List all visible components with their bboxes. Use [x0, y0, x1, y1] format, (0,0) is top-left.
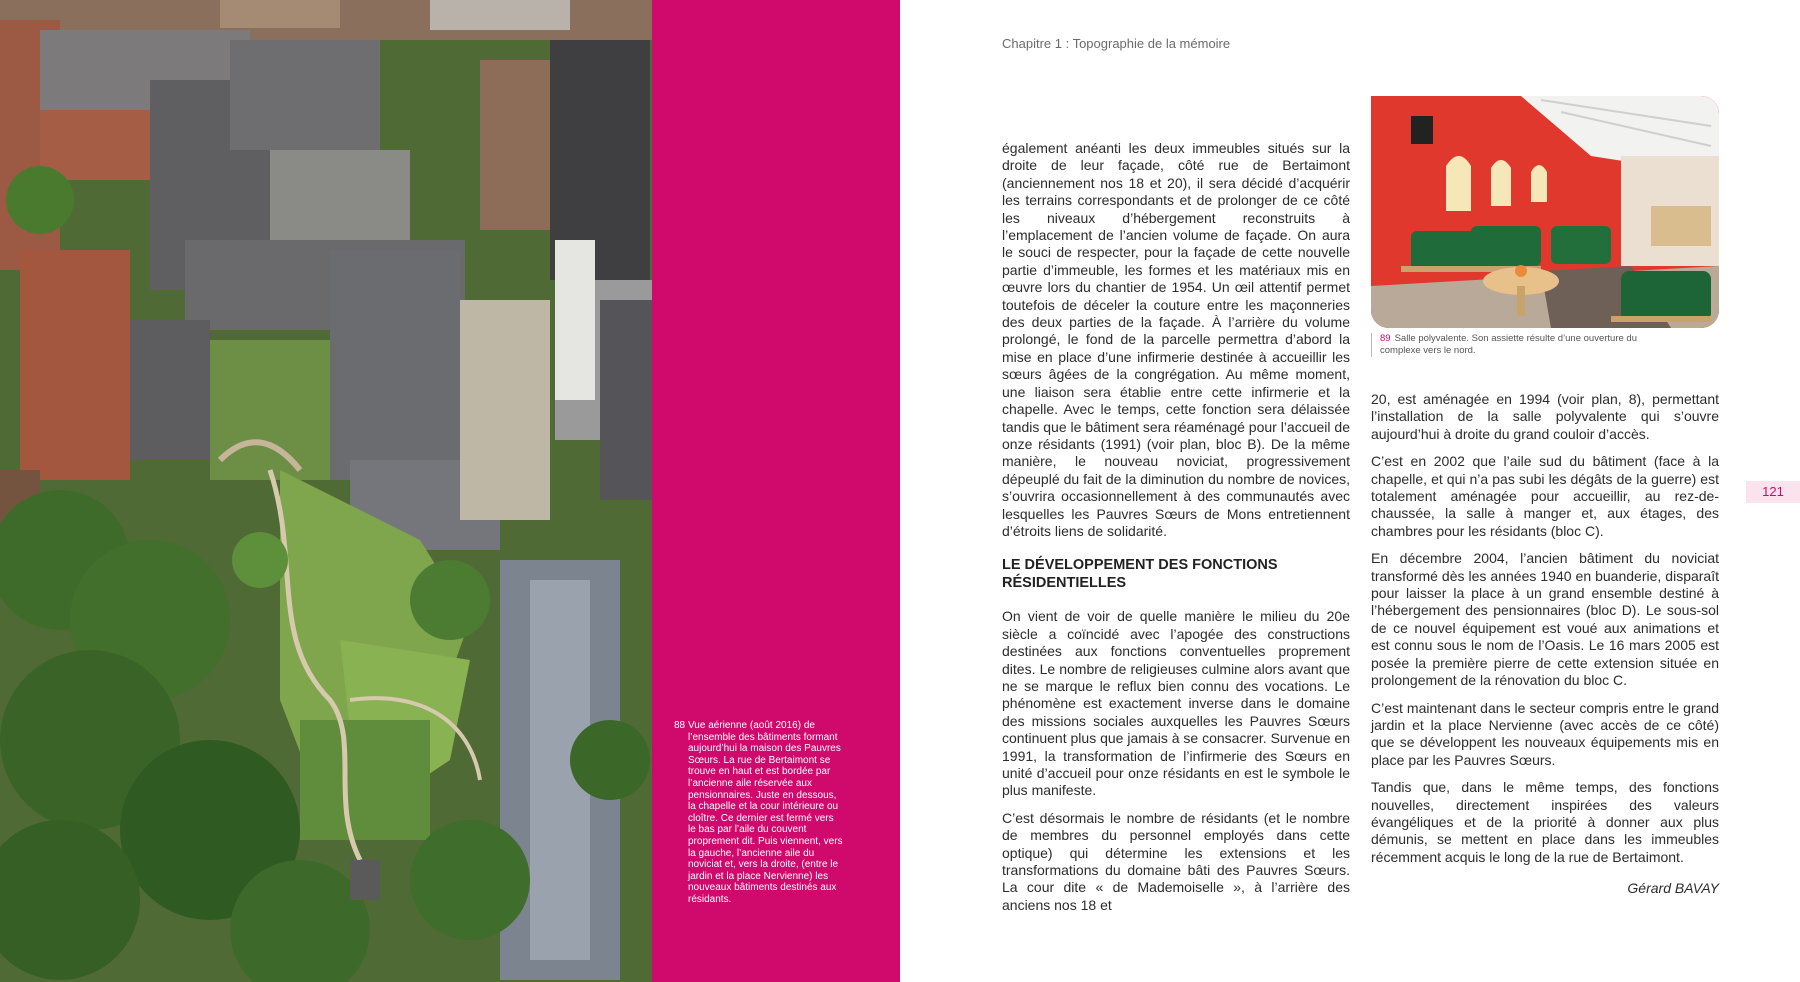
text-column-1 — [1002, 140, 1350, 924]
figure-89-caption — [1371, 333, 1680, 357]
page-number: 121 — [1746, 481, 1800, 503]
paragraph: C’est en 2002 que l’aile sud du bâtiment (face à la chapelle, et qui n’a pas subi les dégâts de la guerre) est totalement aménagée pour accueillir, au rez-de-chaussée, la salle à manger et, aux étages, des chambres pour les résidants (bloc C). — [1371, 453, 1719, 539]
running-head: Chapitre 1 : Topographie de la mémoire — [1002, 36, 1231, 51]
figure-89-photo — [1371, 96, 1719, 328]
paragraph: C’est désormais le nombre de résidants (et le nombre de membres du personnel employés dans cette optique) qui détermine les extensions et les transformations du domaine bâti des Pauvres Sœurs. La cour dite « de Mademoiselle », à l’arrière des anciens nos 18 et — [1002, 809, 1350, 913]
author-signature: Gérard BAVAY — [1627, 880, 1719, 897]
section-heading: LE DÉVELOPPEMENT DES FONCTIONS RÉSIDENTIELLES — [1002, 557, 1278, 592]
text-column-2 — [1371, 391, 1719, 908]
paragraph: Tandis que, dans le même temps, des fonctions nouvelles, directement inspirées des valeurs évangéliques et de la priorité à donner aux plus démunis, se mettent en place dans les immeubles récemment acquis le long de la rue de Bertaimont. — [1371, 779, 1719, 865]
paragraph: 20, est aménagée en 1994 (voir plan, 8), permettant l’installation de la salle polyvalente qui s’ouvre aujourd’hui à droite du grand couloir d’accès. — [1371, 391, 1719, 442]
paragraph: C’est maintenant dans le secteur compris entre le grand jardin et la place Nervienne (avec accès de ce côté) que se développent les nouveaux équipements mis en place par les Pauvres Sœurs. — [1371, 699, 1719, 768]
figure-88-caption-text: Vue aérienne (août 2016) de l’ensemble des bâtiments formant aujourd’hui la maison des Pauvres Sœurs. La rue de Bertaimont se trouve en haut et est bordée par l’ancienne aile réservée aux pensionnaires. Juste en dessous, la chapelle et la cour intérieure ou cloître. Ce dernier est fermé vers le bas par l’aile du couvent proprement dit. Puis viennent, vers la gauche, l’ancienne aile du noviciat et, vers la droite, (entre le jardin et la place Nervienne) les nouveaux bâtiments destinés aux résidants. — [688, 720, 843, 905]
paragraph: En décembre 2004, l’ancien bâtiment du noviciat transformé dès les années 1940 en buanderie, disparaît pour laisser la place à un grand ensemble destiné à l’hébergement des pensionnaires (bloc D). Le sous-sol de ce nouvel équipement est voué aux animations et est connu sous le nom de l’Oasis. Le 16 mars 2005 est posée la première pierre de cette extension située en prolongement de la rénovation du bloc C. — [1371, 550, 1719, 689]
aerial-photo — [0, 0, 652, 982]
paragraph: également anéanti les deux immeubles situés sur la droite de leur façade, côté rue de Bertaimont (anciennement nos 18 et 20), il sera décidé d’acquérir les terrains correspondants et de prolonger de ce côté les niveaux d’hébergement reconstruits à l’emplacement de l’ancien volume de façade. On aura le souci de respecter, pour la façade de cette nouvelle partie d’immeuble, les formes et les matériaux mis en œuvre lors du chantier de 1954. Un œil attentif permet toutefois de déceler la couture entre les maçonneries des deux parties de la façade. À l’arrière du volume prolongé, le fond de la parcelle permettra d’abord la mise en place d’une infirmerie destinée à accueillir les sœurs âgées de la congrégation. Au même moment, une liaison sera établie entre cette infirmerie et la chapelle. Avec le temps, cette fonction sera délaissée tandis que le bâtiment sera réaménagé pour l’accueil de onze résidants (1991) (voir plan, bloc B). De la même manière, le nouveau noviciat, progressivement dépeuplé du fait de la diminution du nombre de novices, s’ouvrira occasionnellement à des communautés avec lesquelles les Pauvres Sœurs de Mons entretiennent d’étroits liens de solidarité. — [1002, 140, 1350, 539]
figure-88-number: 88 — [674, 720, 686, 731]
figure-88-caption — [674, 720, 844, 906]
paragraph: On vient de voir de quelle manière le milieu du 20e siècle a coïncidé avec l’apogée des constructions destinées aux fonctions conventuelles proprement dites. Le nombre de religieuses culmine alors avant que ne se marque le reflux bien connu des vocations. Le phénomène est exactement inverse dans le domaine des missions sociales auxquelles les Pauvres Sœurs continuent plus que jamais à se consacrer. Survenue en 1991, la transformation de l’infirmerie des Sœurs en unité d’accueil pour onze résidants en est le symbole le plus manifeste. — [1002, 608, 1350, 799]
figure-89-caption-text: Salle polyvalente. Son assiette résulte d’une ouverture du complexe vers le nord. — [1380, 333, 1637, 356]
figure-89-number: 89 — [1380, 333, 1391, 344]
